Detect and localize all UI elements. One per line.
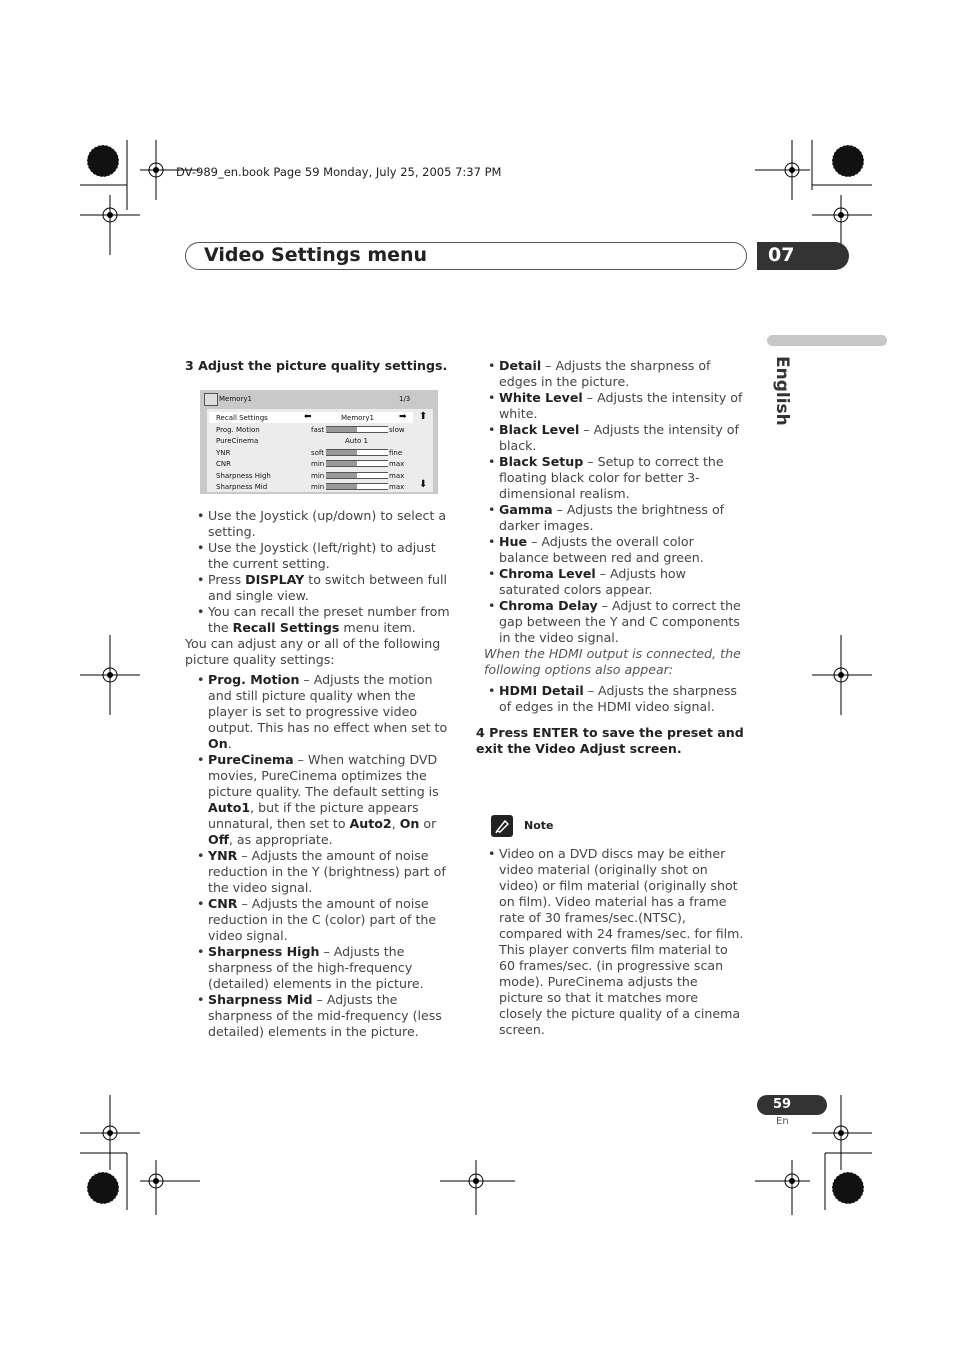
list-item: • Prog. Motion – Adjusts the motion and still picture quality when the player is set to progressive video output. This has no effect when set to On. <box>185 672 455 752</box>
list-item: • PureCinema – When watching DVD movies, PureCinema optimizes the picture quality. The default setting is Auto1, but if the picture appears unnatural, then set to Auto2, On or Off, as appropriate. <box>185 752 455 848</box>
osd-slider[interactable] <box>326 426 388 433</box>
osd-slider-min: min <box>311 472 325 480</box>
osd-memory-icon <box>204 393 218 406</box>
list-item: • CNR – Adjusts the amount of noise reduction in the C (color) part of the video signal. <box>185 896 455 944</box>
list-item: • Chroma Delay – Adjust to correct the gap between the Y and C components in the video signal. <box>476 598 744 646</box>
osd-slider[interactable] <box>326 472 388 479</box>
list-item: • White Level – Adjusts the intensity of white. <box>476 390 744 422</box>
hdmi-note: When the HDMI output is connected, the following options also appear: <box>484 646 741 677</box>
osd-slider[interactable] <box>326 460 388 467</box>
step-4: 4 Press ENTER to save the preset and exit the Video Adjust screen. <box>476 725 744 756</box>
list-item: • Black Level – Adjusts the intensity of black. <box>476 422 744 454</box>
tips-list <box>185 508 455 1040</box>
osd-memory-label: Memory1 <box>219 395 252 403</box>
list-item: • HDMI Detail – Adjusts the sharpness of edges in the HDMI video signal. <box>476 683 744 715</box>
osd-slider-min: min <box>311 483 325 491</box>
osd-row-value: Memory1 <box>341 414 374 422</box>
section-title: Video Settings menu <box>204 244 428 266</box>
osd-slider[interactable] <box>326 449 388 456</box>
note-body <box>476 846 744 1038</box>
list-item: • Detail – Adjusts the sharpness of edges in the picture. <box>476 358 744 390</box>
osd-row-label: Sharpness Mid <box>216 483 268 491</box>
osd-page: 1/3 <box>399 395 411 403</box>
book-info: DV-989_en.book Page 59 Monday, July 25, 2005 7:37 PM <box>176 165 502 179</box>
osd-row-label: YNR <box>216 449 231 457</box>
list-item: • Hue – Adjusts the overall color balance between red and green. <box>476 534 744 566</box>
arrow-up-icon[interactable]: ⬆ <box>419 411 428 422</box>
osd-slider-max: max <box>389 460 405 468</box>
page-language: En <box>776 1116 789 1127</box>
osd-slider-max: fine <box>389 449 403 457</box>
arrow-right-icon[interactable]: ➡ <box>399 412 407 422</box>
osd-row-value: Auto 1 <box>345 437 368 445</box>
osd-row-label: PureCinema <box>216 437 259 445</box>
arrow-down-icon[interactable]: ⬇ <box>419 479 428 490</box>
page-number: 59 <box>773 1097 792 1112</box>
osd-slider-max: max <box>389 483 405 491</box>
note-label: Note <box>524 819 554 832</box>
arrow-left-icon[interactable]: ⬅ <box>304 412 312 422</box>
list-item: • Black Setup – Setup to correct the floating black color for better 3-dimensional realism. <box>476 454 744 502</box>
osd-slider-min: soft <box>311 449 325 457</box>
list-item: • YNR – Adjusts the amount of noise reduction in the Y (brightness) part of the video signal. <box>185 848 455 896</box>
list-item: • Use the Joystick (left/right) to adjust the current setting. <box>185 540 455 572</box>
osd-row-label: Sharpness High <box>216 472 271 480</box>
osd-slider-min: fast <box>311 426 325 434</box>
language-tab: English <box>772 356 792 426</box>
right-column <box>476 358 744 757</box>
note-icon <box>491 815 513 837</box>
list-item: • Sharpness Mid – Adjusts the sharpness of the mid-frequency (less detailed) elements in the picture. <box>185 992 455 1040</box>
osd-row-label: CNR <box>216 460 231 468</box>
osd-slider-min: min <box>311 460 325 468</box>
intro-text: You can adjust any or all of the following picture quality settings: <box>185 636 441 667</box>
page-number-badge <box>757 1095 827 1115</box>
osd-slider[interactable] <box>326 483 388 490</box>
list-item: • Press DISPLAY to switch between full and single view. <box>185 572 455 604</box>
list-item: • You can recall the preset number from the Recall Settings menu item. <box>185 604 455 636</box>
list-item: • Chroma Level – Adjusts how saturated colors appear. <box>476 566 744 598</box>
osd-slider-max: slow <box>389 426 405 434</box>
chapter-number: 07 <box>768 244 795 266</box>
language-tab-bar <box>767 335 887 346</box>
osd-row-label: Prog. Motion <box>216 426 260 434</box>
osd-slider-max: max <box>389 472 405 480</box>
list-item: • Gamma – Adjusts the brightness of darker images. <box>476 502 744 534</box>
list-item: • Video on a DVD discs may be either video material (originally shot on video) or film material (originally shot on film). Video material has a frame rate of 30 frames/sec.(NTSC), compared with 24 frames/sec. for film. This player converts film material to 60 frames/sec. (in progressive scan mode). PureCinema adjusts the picture so that it matches more closely the picture quality of a cinema screen. <box>476 846 744 1038</box>
step-3: 3 Adjust the picture quality settings. <box>185 358 448 373</box>
list-item: • Use the Joystick (up/down) to select a setting. <box>185 508 455 540</box>
list-item: • Sharpness High – Adjusts the sharpness of the high-frequency (detailed) elements in the picture. <box>185 944 455 992</box>
osd-row-label: Recall Settings <box>216 414 268 422</box>
